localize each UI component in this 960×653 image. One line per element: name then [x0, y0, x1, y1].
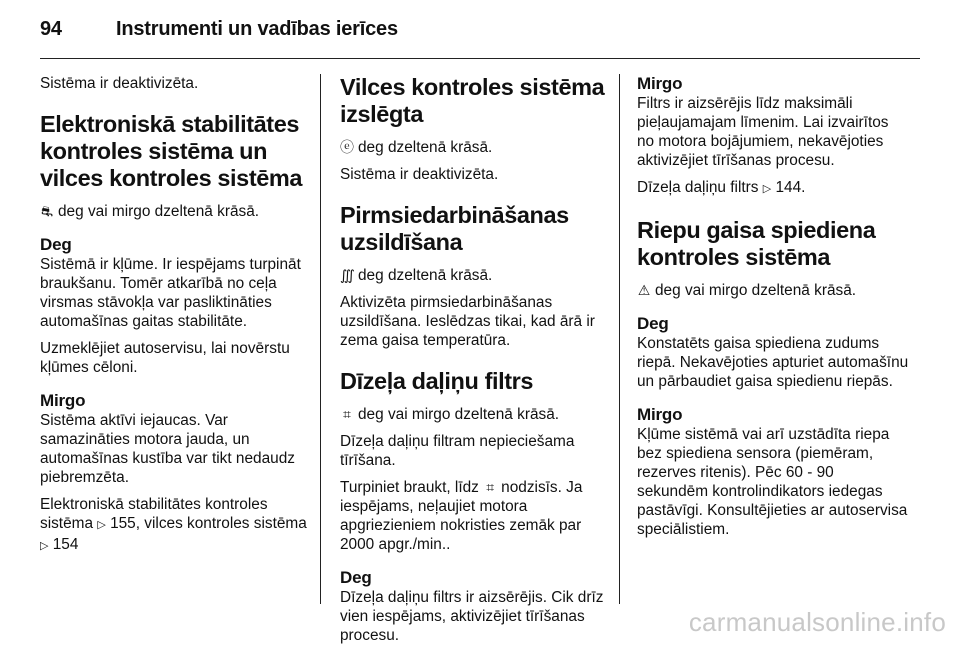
dpf-text-2: Turpiniet braukt, līdz ⌗ nodzisīs. Ja iespējams, neļaujiet motora apgriezieniem nokristies zemāk par 2000 apgr./min..	[340, 479, 583, 553]
dpf-status: ⌗ deg vai mirgo dzeltenā krāsā.	[340, 405, 608, 424]
page-header	[40, 18, 920, 48]
tc-text: Sistēma ir deaktivizēta.	[340, 166, 499, 183]
page-ref-arrow-icon: ▷	[762, 183, 772, 195]
dpf-deg-heading: Deg	[340, 568, 372, 587]
dpf-reference: Dīzeļa daļiņu filtrs ▷ 144.	[637, 179, 806, 196]
dpf-mirgo-text: Filtrs ir aizsērējis līdz maksimāli pieļaujamajam līmenim. Lai izvairītos no motora bojājumiem, nekavējoties aktivizējiet tīrīšanas procesu.	[637, 95, 889, 169]
tpms-mirgo-text: Kļūme sistēmā vai arī uzstādīta riepa bez spiediena sensora (piemēram, rezerves ritenis). Pēc 60 - 90 sekundēm kontrolindikators iedegas pastāvīgi. Konsultējieties ar autoservisa speciālistiem.	[637, 426, 908, 538]
watermark: carmanualsonline.info	[688, 607, 946, 637]
dpf-deg-text: Dīzeļa daļiņu filtrs ir aizsērējis. Cik drīz vien iespējams, aktivizējiet tīrīšanas procesu.	[340, 589, 604, 644]
column-3	[637, 74, 909, 547]
tpms-section-title: Riepu gaisa spiediena kontroles sistēma	[637, 217, 876, 270]
tc-section-title: Vilces kontroles sistēma izslēgta	[340, 74, 605, 127]
tire-pressure-icon: ⚠	[637, 282, 651, 298]
preheat-section-title: Pirmsiedarbināšanas uzsildīšana	[340, 202, 569, 255]
esc-status: ⛐ deg vai mirgo dzeltenā krāsā.	[40, 203, 260, 220]
dpf-text-1: Dīzeļa daļiņu filtram nepieciešama tīrīšana.	[340, 433, 575, 469]
traction-off-icon: ⓔ	[340, 139, 354, 155]
esc-section-title: Elektroniskā stabilitātes kontroles sistēma un vilces kontroles sistēma	[40, 111, 303, 191]
esc-reference: Elektroniskā stabilitātes kontroles sistēma ▷ 155, vilces kontroles sistēma ▷ 154	[40, 496, 307, 553]
diesel-filter-icon: ⌗	[343, 406, 351, 422]
tpms-deg-heading: Deg	[637, 314, 669, 333]
column-1	[40, 74, 308, 564]
dpf-section-title: Dīzeļa daļiņu filtrs	[340, 368, 534, 394]
intro-text: Sistēma ir deaktivizēta.	[40, 75, 199, 92]
preheat-text: Aktivizēta pirmsiedarbināšanas uzsildīšana. Ieslēdzas tikai, kad ārā ir zema gaisa temperatūra.	[340, 294, 595, 349]
esc-deg-heading: Deg	[40, 235, 72, 254]
esc-warning-icon: ⛐	[40, 203, 54, 219]
esc-deg-text-1: Sistēmā ir kļūme. Ir iespējams turpināt braukšanu. Tomēr atkarībā no ceļa virsmas stāvokļa var pasliktināties automašīnas gaitas stabilitāte.	[40, 256, 301, 330]
column-divider-2	[619, 74, 620, 604]
page-ref-arrow-icon: ▷	[97, 519, 106, 531]
glow-plug-icon: ∭	[340, 267, 355, 283]
tpms-status: ⚠ deg vai mirgo dzeltenā krāsā.	[637, 282, 857, 299]
column-2	[340, 74, 608, 653]
diesel-filter-icon: ⌗	[486, 479, 495, 495]
esc-mirgo-text: Sistēma aktīvi iejaucas. Var samazināties motora jauda, un automašīnas kustība var tikt nedaudz piebremzēta.	[40, 412, 295, 486]
page-title: Instrumenti un vadības ierīces	[116, 18, 398, 40]
page-ref-arrow-icon: ▷	[40, 540, 49, 552]
column-divider-1	[320, 74, 321, 604]
tpms-mirgo-heading: Mirgo	[637, 405, 683, 424]
tc-status: ⓔ deg dzeltenā krāsā.	[340, 139, 493, 156]
tpms-deg-text: Konstatēts gaisa spiediena zudums riepā. Nekavējoties apturiet automašīnu un pārbaudiet gaisa spiedienu riepās.	[637, 335, 909, 390]
dpf-mirgo-heading: Mirgo	[637, 74, 683, 93]
preheat-status: ∭ deg dzeltenā krāsā.	[340, 267, 493, 284]
esc-deg-text-2: Uzmeklējiet autoservisu, lai novērstu kļūmes cēloni.	[40, 340, 290, 376]
esc-mirgo-heading: Mirgo	[40, 391, 86, 410]
header-divider	[40, 58, 920, 59]
page-number: 94	[40, 18, 62, 40]
